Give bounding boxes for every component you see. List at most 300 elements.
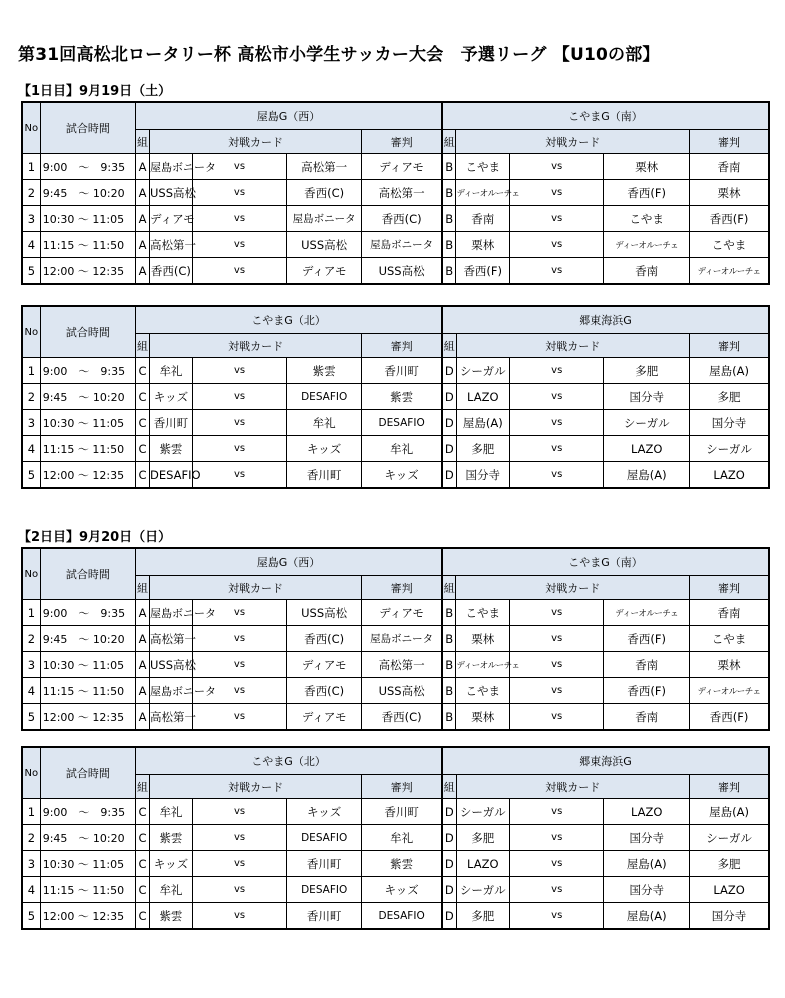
team-home: ディアモ <box>149 206 192 232</box>
table-row <box>22 436 769 462</box>
match-time: 9:00 ～ 9:35 <box>40 154 135 180</box>
group-letter: B <box>442 232 456 258</box>
group-letter: A <box>136 626 150 652</box>
match-number: 3 <box>22 206 40 232</box>
group-header: 組 <box>442 576 456 600</box>
team-away: 屋島ボニータ <box>287 206 362 232</box>
match-number: 4 <box>22 436 40 462</box>
team-home: 香川町 <box>150 410 193 436</box>
team-home: 香西(F) <box>456 258 510 285</box>
team-home: 高松第一 <box>149 626 192 652</box>
group-letter: D <box>442 903 456 930</box>
vs-label: vs <box>510 258 604 285</box>
team-home: シーガル <box>456 358 510 384</box>
match-time: 10:30 ～ 11:05 <box>40 410 135 436</box>
team-home: ディーオルーチェ <box>456 180 510 206</box>
referee-team: LAZO <box>690 877 769 903</box>
group-letter: A <box>136 154 150 180</box>
team-away: 高松第一 <box>287 154 362 180</box>
group-letter: A <box>136 180 150 206</box>
vs-label: vs <box>192 384 286 410</box>
referee-team: DESAFIO <box>362 903 442 930</box>
team-home: シーガル <box>456 799 510 825</box>
vs-label: vs <box>192 180 286 206</box>
vs-label: vs <box>510 877 604 903</box>
card-header: 対戦カード <box>456 334 690 358</box>
referee-team: 香西(F) <box>690 206 769 232</box>
match-number: 4 <box>22 232 40 258</box>
team-home: 紫雲 <box>150 903 193 930</box>
team-away: 香川町 <box>287 462 362 489</box>
team-away: USS高松 <box>287 600 362 626</box>
match-time: 11:15 ～ 11:50 <box>40 232 135 258</box>
group-letter: D <box>442 358 456 384</box>
schedule-table <box>21 101 770 285</box>
vs-label: vs <box>192 825 286 851</box>
referee-team: 国分寺 <box>690 903 769 930</box>
table-row <box>22 180 769 206</box>
card-header: 対戦カード <box>456 775 690 799</box>
referee-team: USS高松 <box>362 258 442 285</box>
group-letter: A <box>136 600 150 626</box>
team-away: 屋島(A) <box>604 462 690 489</box>
referee-team: 栗林 <box>690 652 769 678</box>
vs-label: vs <box>192 626 286 652</box>
group-letter: D <box>442 825 456 851</box>
match-number: 5 <box>22 462 40 489</box>
team-away: キッズ <box>287 799 362 825</box>
team-away: 国分寺 <box>604 877 690 903</box>
referee-header: 審判 <box>690 775 769 799</box>
referee-header: 審判 <box>362 334 442 358</box>
referee-team: 紫雲 <box>362 384 442 410</box>
group-letter: B <box>442 626 456 652</box>
team-away: 香南 <box>604 652 690 678</box>
group-letter: C <box>136 384 150 410</box>
team-away: 国分寺 <box>604 384 690 410</box>
vs-label: vs <box>510 180 604 206</box>
table-row <box>22 258 769 285</box>
match-time: 11:15 ～ 11:50 <box>40 436 135 462</box>
referee-team: キッズ <box>362 462 442 489</box>
vs-label: vs <box>510 652 604 678</box>
referee-header: 審判 <box>362 576 442 600</box>
referee-team: 香西(F) <box>690 704 769 731</box>
table-row <box>22 600 769 626</box>
group-letter: D <box>442 384 456 410</box>
team-away: ディーオルーチェ <box>604 232 690 258</box>
team-home: 多肥 <box>456 903 510 930</box>
group-letter: B <box>442 600 456 626</box>
team-home: シーガル <box>456 877 510 903</box>
match-number: 1 <box>22 799 40 825</box>
table-row <box>22 384 769 410</box>
team-home: 紫雲 <box>150 436 193 462</box>
match-number: 5 <box>22 903 40 930</box>
referee-team: こやま <box>690 232 769 258</box>
match-number: 1 <box>22 358 40 384</box>
match-time: 9:45 ～ 10:20 <box>40 180 135 206</box>
vs-label: vs <box>510 903 604 930</box>
group-letter: C <box>136 358 150 384</box>
referee-team: 屋島(A) <box>690 799 769 825</box>
match-time: 9:00 ～ 9:35 <box>40 358 135 384</box>
left-group-name: こやまG（北） <box>136 747 442 775</box>
match-number: 2 <box>22 180 40 206</box>
no-header: No <box>22 548 40 600</box>
group-letter: A <box>136 232 150 258</box>
table-row <box>22 410 769 436</box>
vs-label: vs <box>192 877 286 903</box>
match-number: 1 <box>22 600 40 626</box>
match-number: 5 <box>22 704 40 731</box>
referee-team: 香南 <box>690 154 769 180</box>
team-away: ディアモ <box>287 258 362 285</box>
table-row <box>22 652 769 678</box>
schedule-table <box>21 305 770 489</box>
group-letter: A <box>136 678 150 704</box>
team-home: キッズ <box>150 384 193 410</box>
referee-team: 香川町 <box>362 799 442 825</box>
team-away: キッズ <box>287 436 362 462</box>
team-away: 香西(C) <box>287 626 362 652</box>
team-away: 香南 <box>604 258 690 285</box>
match-number: 2 <box>22 384 40 410</box>
referee-team: ディーオルーチェ <box>690 678 769 704</box>
team-away: 多肥 <box>604 358 690 384</box>
vs-label: vs <box>510 154 604 180</box>
right-group-name: 郷東海浜G <box>442 747 769 775</box>
team-away: 香西(F) <box>604 180 690 206</box>
match-number: 3 <box>22 410 40 436</box>
match-time: 9:45 ～ 10:20 <box>40 825 135 851</box>
referee-team: 屋島ボニータ <box>362 626 442 652</box>
team-away: ディーオルーチェ <box>604 600 690 626</box>
schedule-table <box>21 746 770 930</box>
table-row <box>22 358 769 384</box>
vs-label: vs <box>510 600 604 626</box>
card-header: 対戦カード <box>149 576 361 600</box>
team-away: 国分寺 <box>604 825 690 851</box>
match-number: 4 <box>22 877 40 903</box>
group-letter: C <box>136 851 150 877</box>
vs-label: vs <box>510 825 604 851</box>
referee-team: 紫雲 <box>362 851 442 877</box>
team-home: 多肥 <box>456 436 510 462</box>
referee-team: 香西(C) <box>362 704 442 731</box>
team-home: 国分寺 <box>456 462 510 489</box>
vs-label: vs <box>192 206 286 232</box>
vs-label: vs <box>192 704 286 731</box>
vs-label: vs <box>510 436 604 462</box>
left-group-name: 屋島G（西） <box>136 102 442 130</box>
vs-label: vs <box>510 232 604 258</box>
group-letter: D <box>442 462 456 489</box>
vs-label: vs <box>192 799 286 825</box>
group-letter: C <box>136 903 150 930</box>
group-letter: C <box>136 410 150 436</box>
group-letter: B <box>442 678 456 704</box>
referee-team: 高松第一 <box>362 180 442 206</box>
team-home: USS高松 <box>149 652 192 678</box>
group-header: 組 <box>136 576 150 600</box>
group-letter: A <box>136 258 150 285</box>
team-away: DESAFIO <box>287 825 362 851</box>
referee-header: 審判 <box>690 334 769 358</box>
vs-label: vs <box>510 678 604 704</box>
referee-team: シーガル <box>690 825 769 851</box>
group-letter: C <box>136 799 150 825</box>
referee-team: シーガル <box>690 436 769 462</box>
team-away: 香川町 <box>287 903 362 930</box>
team-away: 香西(F) <box>604 678 690 704</box>
card-header: 対戦カード <box>150 334 362 358</box>
referee-team: 牟礼 <box>362 825 442 851</box>
match-time: 10:30 ～ 11:05 <box>40 851 135 877</box>
group-letter: A <box>136 652 150 678</box>
match-time: 9:00 ～ 9:35 <box>40 799 135 825</box>
card-header: 対戦カード <box>149 130 361 154</box>
group-header: 組 <box>442 130 456 154</box>
referee-team: 栗林 <box>690 180 769 206</box>
referee-team: 屋島ボニータ <box>362 232 442 258</box>
referee-team: ディアモ <box>362 154 442 180</box>
match-number: 1 <box>22 154 40 180</box>
match-time: 12:00 ～ 12:35 <box>40 704 135 731</box>
referee-header: 審判 <box>362 130 442 154</box>
vs-label: vs <box>510 799 604 825</box>
team-home: こやま <box>456 600 510 626</box>
referee-team: 国分寺 <box>690 410 769 436</box>
team-home: 栗林 <box>456 626 510 652</box>
group-header: 組 <box>136 334 150 358</box>
team-home: キッズ <box>150 851 193 877</box>
match-number: 5 <box>22 258 40 285</box>
referee-team: 多肥 <box>690 384 769 410</box>
group-letter: A <box>136 704 150 731</box>
vs-label: vs <box>192 436 286 462</box>
card-header: 対戦カード <box>150 775 362 799</box>
vs-label: vs <box>192 600 286 626</box>
table-row <box>22 154 769 180</box>
vs-label: vs <box>510 462 604 489</box>
referee-team: 屋島(A) <box>690 358 769 384</box>
group-letter: B <box>442 206 456 232</box>
team-away: LAZO <box>604 436 690 462</box>
referee-team: ディーオルーチェ <box>690 258 769 285</box>
group-letter: C <box>136 462 150 489</box>
vs-label: vs <box>192 410 286 436</box>
time-header: 試合時間 <box>40 747 135 799</box>
vs-label: vs <box>192 358 286 384</box>
vs-label: vs <box>192 232 286 258</box>
team-away: こやま <box>604 206 690 232</box>
match-number: 3 <box>22 652 40 678</box>
no-header: No <box>22 747 40 799</box>
team-home: こやま <box>456 154 510 180</box>
match-number: 2 <box>22 626 40 652</box>
team-away: 香西(C) <box>287 678 362 704</box>
team-home: 屋島(A) <box>456 410 510 436</box>
group-header: 組 <box>136 775 150 799</box>
team-away: USS高松 <box>287 232 362 258</box>
time-header: 試合時間 <box>40 548 135 600</box>
table-row <box>22 462 769 489</box>
group-letter: A <box>136 206 150 232</box>
team-home: こやま <box>456 678 510 704</box>
right-group-name: こやまG（南） <box>442 548 769 576</box>
match-time: 9:45 ～ 10:20 <box>40 384 135 410</box>
group-letter: B <box>442 704 456 731</box>
vs-label: vs <box>192 258 286 285</box>
table-row <box>22 799 769 825</box>
referee-team: 牟礼 <box>362 436 442 462</box>
team-home: 牟礼 <box>150 358 193 384</box>
team-away: 香西(F) <box>604 626 690 652</box>
match-number: 4 <box>22 678 40 704</box>
team-home: 栗林 <box>456 704 510 731</box>
referee-team: 香川町 <box>362 358 442 384</box>
vs-label: vs <box>192 678 286 704</box>
team-home: 牟礼 <box>150 877 193 903</box>
group-letter: C <box>136 877 150 903</box>
referee-header: 審判 <box>690 576 769 600</box>
left-group-name: 屋島G（西） <box>136 548 442 576</box>
table-row <box>22 903 769 930</box>
table-row <box>22 704 769 731</box>
team-away: シーガル <box>604 410 690 436</box>
team-home: DESAFIO <box>150 462 193 489</box>
referee-team: 香西(C) <box>362 206 442 232</box>
table-row <box>22 851 769 877</box>
time-header: 試合時間 <box>40 102 135 154</box>
left-group-name: こやまG（北） <box>136 306 442 334</box>
no-header: No <box>22 306 40 358</box>
team-away: LAZO <box>604 799 690 825</box>
group-letter: D <box>442 436 456 462</box>
group-header: 組 <box>136 130 150 154</box>
referee-team: 高松第一 <box>362 652 442 678</box>
team-home: 牟礼 <box>150 799 193 825</box>
team-home: 高松第一 <box>149 704 192 731</box>
vs-label: vs <box>192 851 286 877</box>
team-away: 牟礼 <box>287 410 362 436</box>
team-home: 屋島ボニータ <box>149 154 192 180</box>
group-header: 組 <box>442 775 456 799</box>
referee-team: 多肥 <box>690 851 769 877</box>
group-letter: B <box>442 652 456 678</box>
team-away: 屋島(A) <box>604 903 690 930</box>
vs-label: vs <box>510 851 604 877</box>
card-header: 対戦カード <box>456 576 690 600</box>
table-row <box>22 206 769 232</box>
match-time: 11:15 ～ 11:50 <box>40 877 135 903</box>
vs-label: vs <box>510 206 604 232</box>
vs-label: vs <box>192 462 286 489</box>
team-home: 屋島ボニータ <box>149 600 192 626</box>
referee-team: LAZO <box>690 462 769 489</box>
team-away: 香川町 <box>287 851 362 877</box>
team-home: USS高松 <box>149 180 192 206</box>
group-header: 組 <box>442 334 456 358</box>
team-away: 栗林 <box>604 154 690 180</box>
table-row <box>22 678 769 704</box>
right-group-name: 郷東海浜G <box>442 306 769 334</box>
vs-label: vs <box>510 626 604 652</box>
match-time: 12:00 ～ 12:35 <box>40 462 135 489</box>
group-letter: B <box>442 180 456 206</box>
match-time: 10:30 ～ 11:05 <box>40 206 135 232</box>
group-letter: D <box>442 851 456 877</box>
group-letter: D <box>442 799 456 825</box>
right-group-name: こやまG（南） <box>442 102 769 130</box>
match-number: 3 <box>22 851 40 877</box>
team-home: 香西(C) <box>149 258 192 285</box>
group-letter: D <box>442 877 456 903</box>
team-away: 香南 <box>604 704 690 731</box>
team-home: 紫雲 <box>150 825 193 851</box>
team-away: 屋島(A) <box>604 851 690 877</box>
team-away: DESAFIO <box>287 384 362 410</box>
team-home: ディーオルーチェ <box>456 652 510 678</box>
referee-team: こやま <box>690 626 769 652</box>
match-time: 12:00 ～ 12:35 <box>40 258 135 285</box>
vs-label: vs <box>510 358 604 384</box>
vs-label: vs <box>192 154 286 180</box>
group-letter: C <box>136 436 150 462</box>
team-home: 多肥 <box>456 825 510 851</box>
team-home: 高松第一 <box>149 232 192 258</box>
match-number: 2 <box>22 825 40 851</box>
table-row <box>22 825 769 851</box>
table-row <box>22 877 769 903</box>
group-letter: D <box>442 410 456 436</box>
team-home: 屋島ボニータ <box>149 678 192 704</box>
match-time: 11:15 ～ 11:50 <box>40 678 135 704</box>
referee-header: 審判 <box>362 775 442 799</box>
day1-label: 【1日目】9月19日（土） <box>18 84 172 99</box>
match-time: 10:30 ～ 11:05 <box>40 652 135 678</box>
time-header: 試合時間 <box>40 306 135 358</box>
match-time: 9:45 ～ 10:20 <box>40 626 135 652</box>
team-home: LAZO <box>456 384 510 410</box>
team-away: 紫雲 <box>287 358 362 384</box>
referee-team: 香南 <box>690 600 769 626</box>
vs-label: vs <box>510 704 604 731</box>
vs-label: vs <box>192 652 286 678</box>
team-away: ディアモ <box>287 704 362 731</box>
table-row <box>22 232 769 258</box>
no-header: No <box>22 102 40 154</box>
team-away: ディアモ <box>287 652 362 678</box>
team-home: LAZO <box>456 851 510 877</box>
table-row <box>22 626 769 652</box>
group-letter: C <box>136 825 150 851</box>
referee-header: 審判 <box>690 130 769 154</box>
match-time: 12:00 ～ 12:35 <box>40 903 135 930</box>
schedule-table <box>21 547 770 731</box>
vs-label: vs <box>510 410 604 436</box>
vs-label: vs <box>192 903 286 930</box>
page-title: 第31回高松北ロータリー杯 高松市小学生サッカー大会 予選リーグ 【U10の部】 <box>18 45 660 65</box>
referee-team: USS高松 <box>362 678 442 704</box>
vs-label: vs <box>510 384 604 410</box>
team-home: 栗林 <box>456 232 510 258</box>
day2-label: 【2日目】9月20日（日） <box>18 530 172 545</box>
referee-team: DESAFIO <box>362 410 442 436</box>
referee-team: キッズ <box>362 877 442 903</box>
match-time: 9:00 ～ 9:35 <box>40 600 135 626</box>
